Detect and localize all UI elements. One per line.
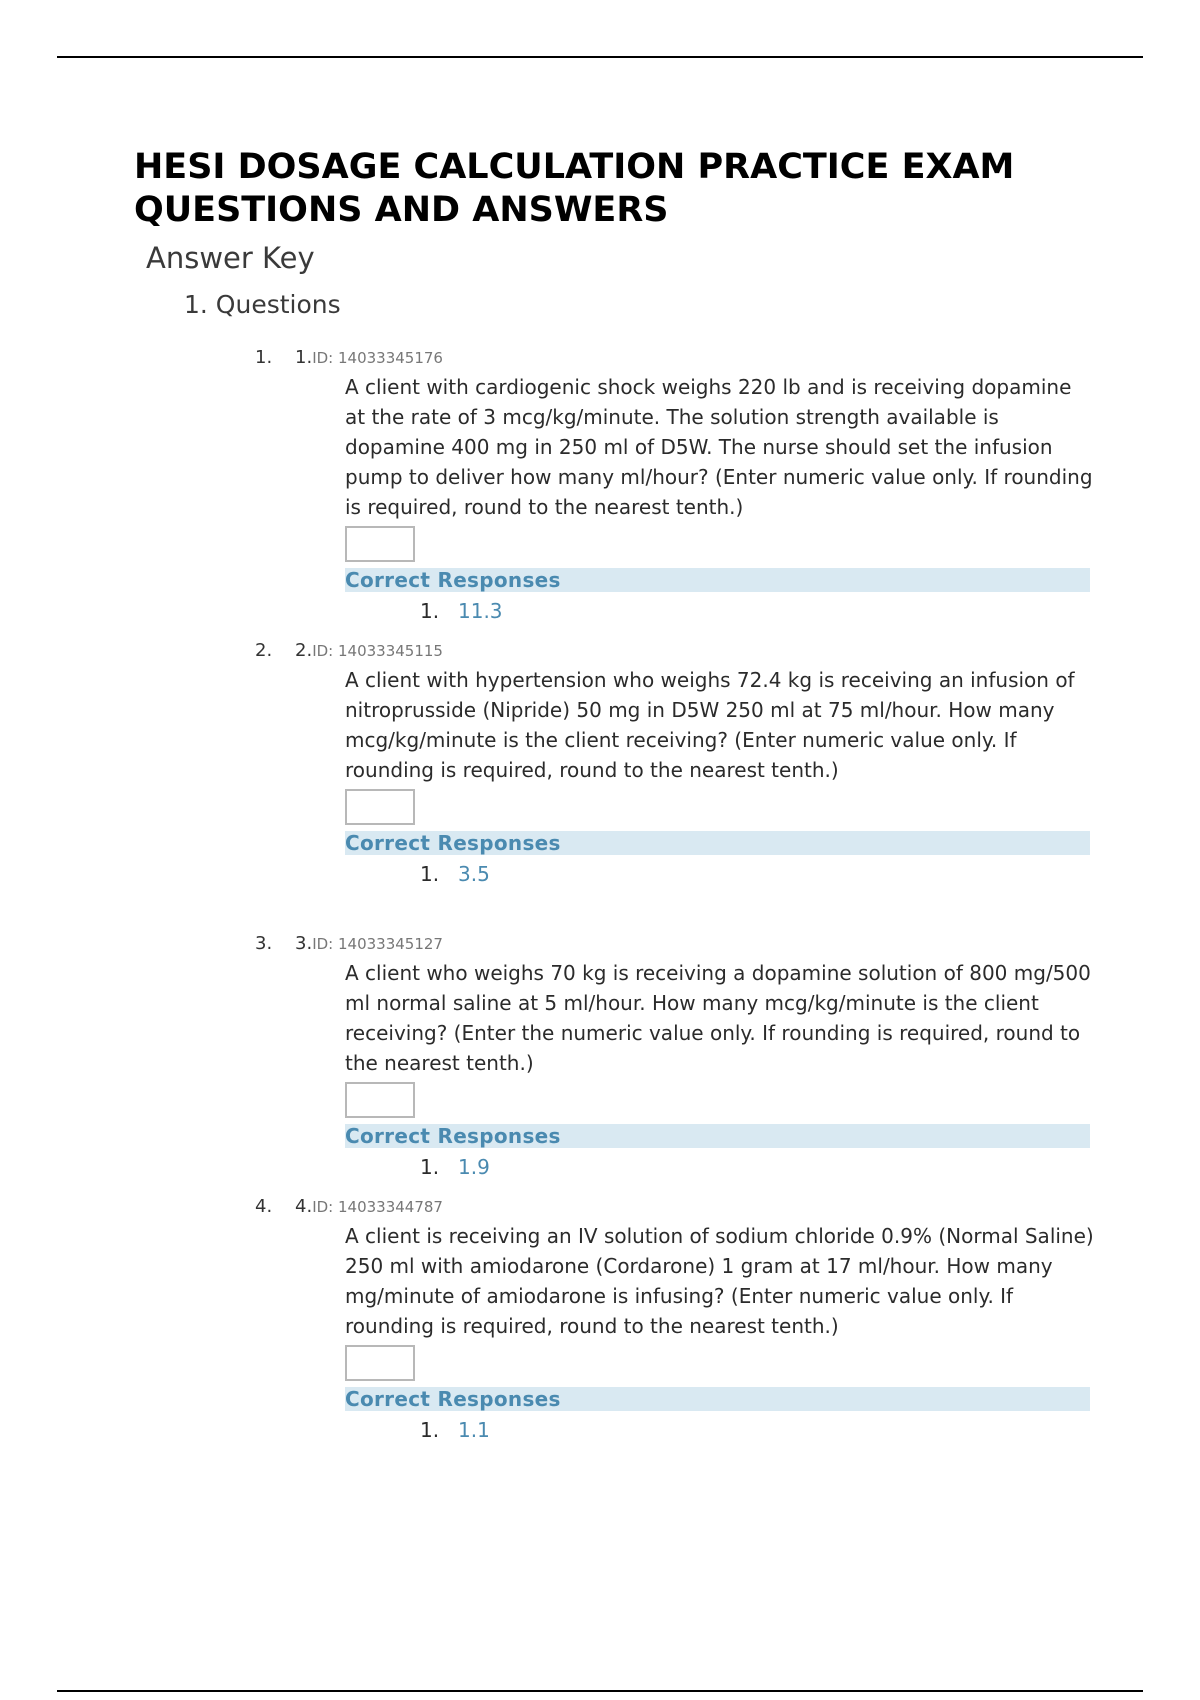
question-list-number: 2.: [255, 640, 273, 661]
question-id: ID: 14033345115: [312, 642, 443, 660]
question-text: A client who weighs 70 kg is receiving a dopamine solution of 800 mg/500 ml normal saline at 5 ml/hour. How many mcg/kg/minute is the client receiving? (Enter the numeric value only. If rounding is required, round to the nearest tenth.): [345, 961, 1091, 1075]
response-value: 1.1: [458, 1418, 490, 1442]
question-header: [255, 932, 1095, 956]
question-body: [345, 1221, 1095, 1443]
question-body: [345, 958, 1095, 1180]
question-body: [345, 372, 1095, 624]
question-list-number: 3.: [255, 933, 273, 954]
answer-key-subtitle: Answer Key: [146, 241, 315, 275]
answer-input[interactable]: [345, 1082, 415, 1118]
question-item: [255, 1195, 1095, 1443]
question-number: 4.: [295, 1196, 313, 1217]
question-number: 3.: [295, 933, 313, 954]
question-body: [345, 665, 1095, 887]
question-id: ID: 14033345176: [312, 349, 443, 367]
answer-input[interactable]: [345, 526, 415, 562]
question-header: [255, 639, 1095, 663]
question-number: 2.: [295, 640, 313, 661]
response-value: 3.5: [458, 862, 490, 886]
question-text: A client with cardiogenic shock weighs 220 lb and is receiving dopamine at the rate of 3 mcg/kg/minute. The solution strength available is dopamine 400 mg in 250 ml of D5W. The nurse should set the infusion pump to deliver how many ml/hour? (Enter numeric value only. If rounding is required, round to the nearest tenth.): [345, 375, 1093, 519]
question-header: [255, 346, 1095, 370]
correct-responses-label: Correct Responses: [345, 568, 1090, 592]
question-item: [255, 639, 1095, 887]
response-value: 1.9: [458, 1155, 490, 1179]
response-number: 1.: [420, 862, 440, 886]
section-heading-questions: 1. Questions: [184, 290, 341, 319]
question-item: [255, 932, 1095, 1180]
question-list-number: 1.: [255, 347, 273, 368]
correct-response-item: [420, 861, 1095, 887]
question-text: A client with hypertension who weighs 72.4 kg is receiving an infusion of nitroprusside (Nipride) 50 mg in D5W 250 ml at 75 ml/hour. How many mcg/kg/minute is the client receiving? (Enter numeric value only. If rounding is required, round to the nearest tenth.): [345, 668, 1075, 782]
answer-input[interactable]: [345, 789, 415, 825]
correct-response-item: [420, 1417, 1095, 1443]
question-header: [255, 1195, 1095, 1219]
response-number: 1.: [420, 1418, 440, 1442]
correct-responses-label: Correct Responses: [345, 1124, 1090, 1148]
question-item: [255, 346, 1095, 624]
response-value: 11.3: [458, 599, 503, 623]
question-id: ID: 14033345127: [312, 935, 443, 953]
correct-responses-label: Correct Responses: [345, 831, 1090, 855]
question-number: 1.: [295, 347, 313, 368]
question-text: A client is receiving an IV solution of sodium chloride 0.9% (Normal Saline) 250 ml with amiodarone (Cordarone) 1 gram at 17 ml/hour. How many mg/minute of amiodarone is infusing? (Enter numeric value only. If rounding is required, round to the nearest tenth.): [345, 1224, 1094, 1338]
correct-responses-label: Correct Responses: [345, 1387, 1090, 1411]
correct-response-item: [420, 598, 1095, 624]
top-rule: [57, 56, 1143, 58]
answer-input[interactable]: [345, 1345, 415, 1381]
document-title: HESI DOSAGE CALCULATION PRACTICE EXAM QUESTIONS AND ANSWERS: [134, 147, 1015, 230]
question-id: ID: 14033344787: [312, 1198, 443, 1216]
bottom-rule: [57, 1690, 1143, 1692]
response-number: 1.: [420, 1155, 440, 1179]
question-list-number: 4.: [255, 1196, 273, 1217]
correct-response-item: [420, 1154, 1095, 1180]
response-number: 1.: [420, 599, 440, 623]
